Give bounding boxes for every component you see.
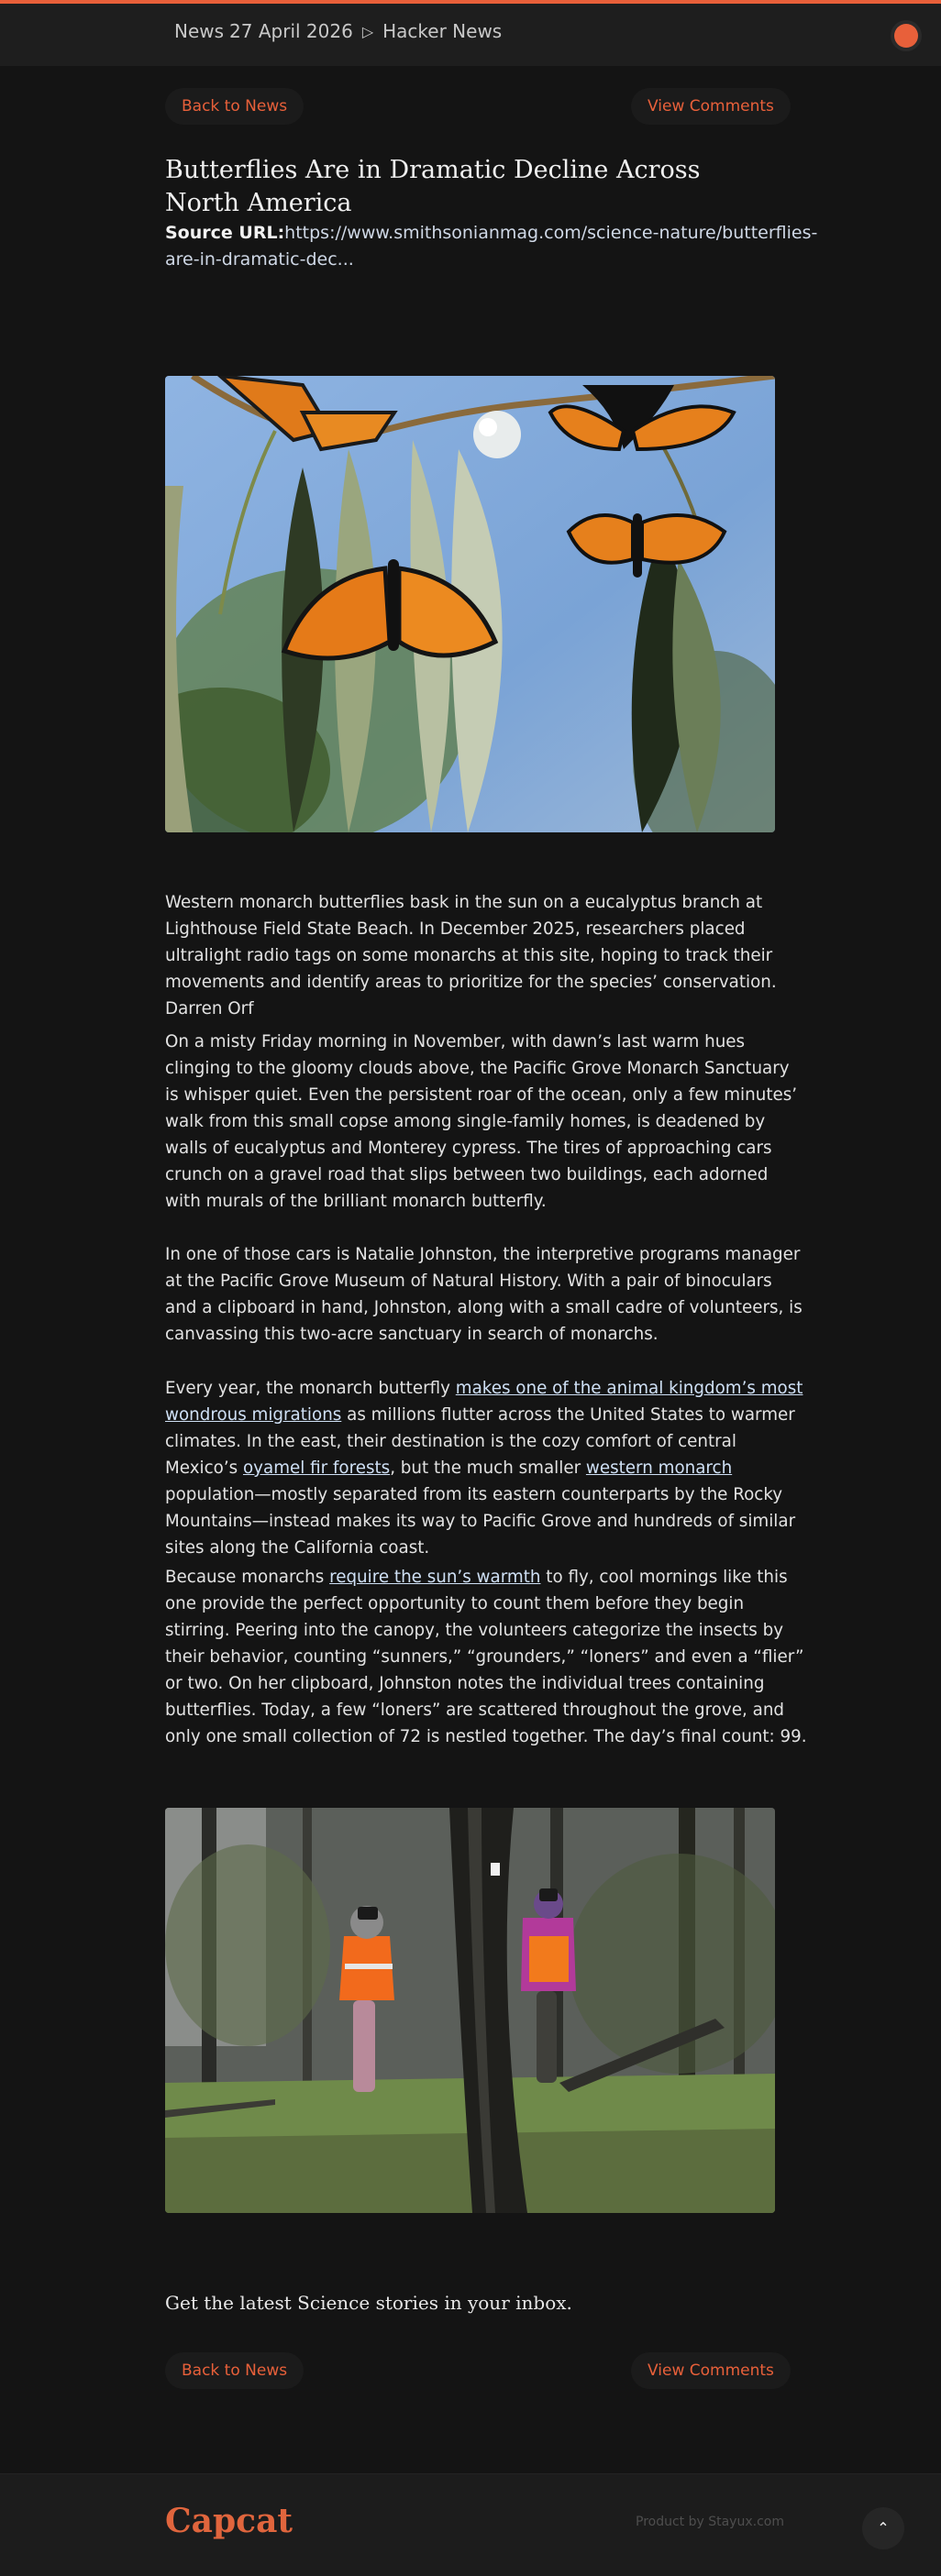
paragraph-3-text-c: , but the much smaller (390, 1459, 586, 1478)
paragraph-4 (165, 1564, 807, 1750)
photo-caption: Western monarch butterflies bask in the sun on a eucalyptus branch at Lighthouse Field State Beach. In December 2025, researchers placed ultralight radio tags on some monarchs at this site, hoping to track their movements and identify areas to prioritize for the species’ conservation. Darren Orf (165, 893, 777, 1018)
chevron-up-icon[interactable]: ⌃ (862, 2507, 904, 2549)
breadcrumb-date: 27 April 2026 (229, 20, 353, 42)
monarch-butterflies-photo (165, 376, 775, 832)
source-url (165, 220, 825, 273)
migrations-link[interactable]: makes one of the animal kingdom’s most wondrous migrations (165, 1379, 803, 1425)
paragraph-1: On a misty Friday morning in November, with dawn’s last warm hues clinging to the gloomy clouds above, the Pacific Grove Monarch Sanctuary is whisper quiet. Even the persistent roar of the ocean, only a few minutes’ walk from this small copse among single-family homes, is deadened by walls of eucalyptus and Monterey cypress. The tires of approaching cars crunch on a gravel road that slips between two buildings, each adorned with murals of the brilliant monarch butterfly. (165, 1032, 798, 1211)
source-url-link[interactable]: https://www.smithsonianmag.com/science-nature/butterflies-are-in-dramatic-dec... (165, 223, 818, 270)
capcat-logo[interactable]: Capcat (165, 2502, 293, 2540)
source-url-label: Source URL: (165, 223, 285, 243)
paragraph-3-text-d: population—mostly separated from its eastern counterparts by the Rocky Mountains—instead makes its way to Pacific Grove and hundreds of similar sites along the California coast. (165, 1485, 796, 1558)
top-bar (0, 4, 941, 66)
breadcrumb (174, 20, 502, 42)
paragraph-2: In one of those cars is Natalie Johnston, the interpretive programs manager at the Pacific Grove Museum of Natural History. With a pair of binoculars and a clipboard in hand, Johnston, along with a small cadre of volunteers, is canvassing this two-acre sanctuary in search of monarchs. (165, 1245, 803, 1344)
status-dot-icon[interactable] (894, 24, 918, 48)
view-comments-button[interactable]: View Comments (631, 88, 791, 125)
article-title: Butterflies Are in Dramatic Decline Across North America (165, 156, 701, 217)
newsletter-prompt: Get the latest Science stories in your inbox. (165, 2292, 572, 2314)
paragraph-4-text-a: Because monarchs (165, 1568, 330, 1587)
back-to-news-button-bottom[interactable]: Back to News (165, 2352, 304, 2389)
breadcrumb-section[interactable]: News (174, 20, 225, 42)
footer (0, 2473, 941, 2576)
volunteers-in-grove-photo (165, 1808, 775, 2213)
oyamel-fir-forests-link[interactable]: oyamel fir forests (242, 1459, 391, 1478)
paragraph-3-text-a: Every year, the monarch butterfly (165, 1379, 456, 1398)
paragraph-3-text-b: as millions flutter across the United States to warmer climates. In the east, their destination is the cozy comfort of central Mexico’s (165, 1405, 795, 1478)
breadcrumb-source[interactable]: Hacker News (382, 20, 503, 42)
paragraph-4-text-b: to fly, cool mornings like this one provide the perfect opportunity to count them before they begin stirring. Peering into the canopy, the volunteers categorize the insects by their behavior, counting “sunners,” “grounders,” “loners” and even a “flier” or two. On her clipboard, Johnston notes the individual trees containing butterflies. Today, a few “loners” are scattered throughout the grove, and only one small collection of 72 is nestled together. The day’s final count: 99. (165, 1568, 807, 1746)
play-triangle-icon: ▷ (361, 22, 374, 40)
paragraph-3 (165, 1375, 807, 1561)
western-monarch-link[interactable]: western monarch (585, 1459, 733, 1478)
back-to-news-button[interactable]: Back to News (165, 88, 304, 125)
suns-warmth-link[interactable]: require the sun’s warmth (329, 1568, 541, 1587)
view-comments-button-bottom[interactable]: View Comments (631, 2352, 791, 2389)
footer-credit[interactable]: Product by Stayux.com (636, 2515, 784, 2529)
